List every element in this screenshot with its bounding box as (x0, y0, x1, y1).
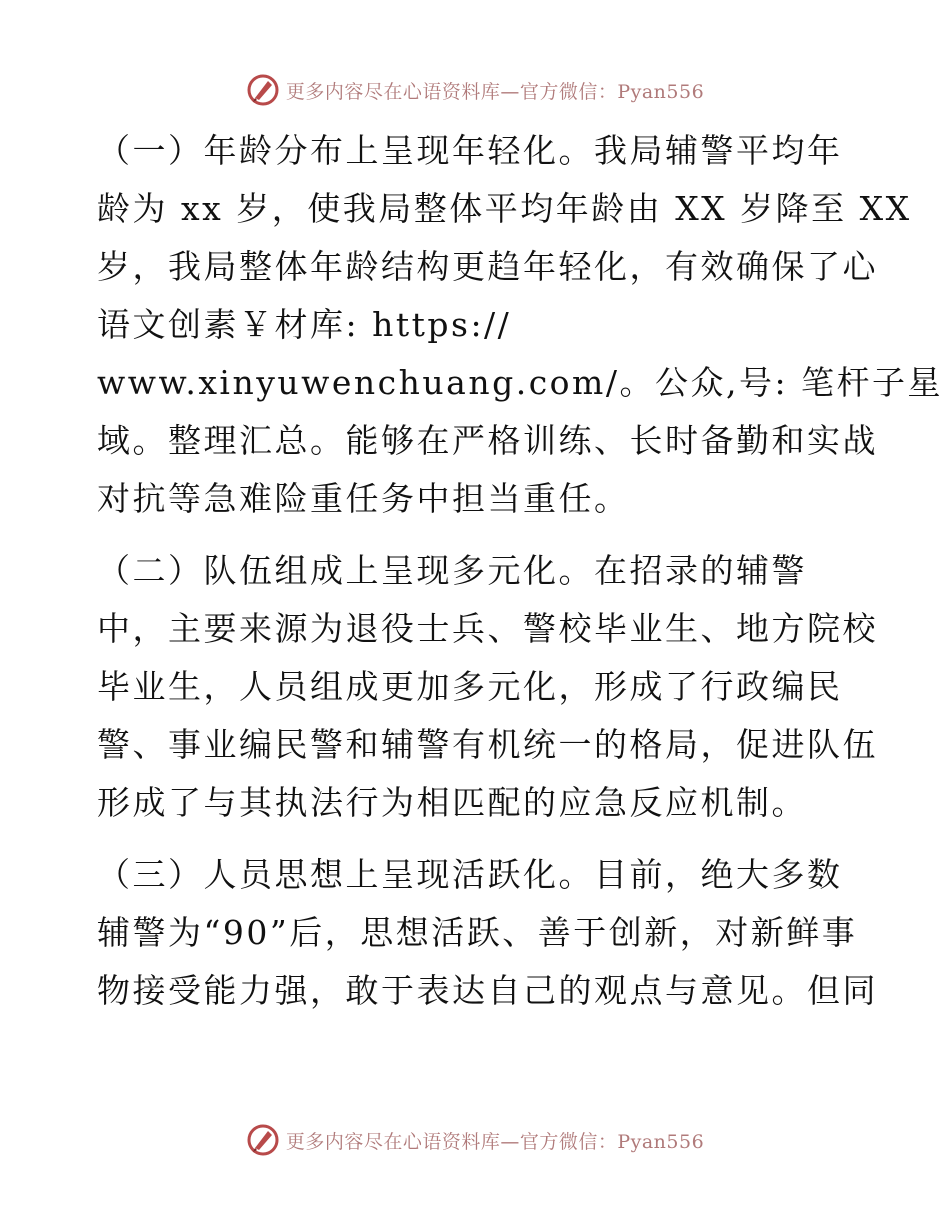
banner-title: 更多内容尽在心语资料库— (285, 80, 520, 103)
text-line: （三）人员思想上呈现活跃化。目前，绝大多数 (97, 855, 843, 894)
header-banner (0, 70, 950, 110)
text-line: 中，主要来源为退役士兵、警校毕业生、地方院校 (97, 609, 878, 648)
text-line: 岁，我局整体年龄结构更趋年轻化，有效确保了心 (97, 247, 878, 286)
text-line: 域。整理汇总。能够在严格训练、长时备勤和实战 (97, 421, 878, 460)
paragraph-1 (97, 122, 944, 528)
pen-nib-logo-icon (246, 73, 280, 107)
text-line: 龄为 xx 岁，使我局整体平均年龄由 XX 岁降至 XX (97, 189, 912, 228)
footer-banner (0, 1120, 950, 1160)
text-line: （二）队伍组成上呈现多元化。在招录的辅警 (97, 551, 807, 590)
text-line: 毕业生，人员组成更加多元化，形成了行政编民 (97, 667, 843, 706)
banner-wechat: 官方微信：Pyan556 (519, 80, 705, 103)
text-line: 形成了与其执法行为相匹配的应急反应机制。 (97, 783, 807, 822)
banner-title: 更多内容尽在心语资料库— (285, 1130, 520, 1153)
banner-wechat: 官方微信：Pyan556 (519, 1130, 705, 1153)
text-line: 语文创素￥材库: https:// (97, 305, 512, 344)
text-line: 辅警为“90”后，思想活跃、善于创新，对新鲜事 (97, 913, 858, 952)
text-line: （一）年龄分布上呈现年轻化。我局辅警平均年 (97, 131, 843, 170)
text-line: 对抗等急难险重任务中担当重任。 (97, 479, 630, 518)
text-line: 物接受能力强，敢于表达自己的观点与意见。但同 (97, 971, 878, 1010)
banner-text (286, 1127, 704, 1154)
text-line: 警、事业编民警和辅警有机统一的格局，促进队伍 (97, 725, 878, 764)
pen-nib-logo-icon (246, 1123, 280, 1157)
document-body (97, 122, 944, 1034)
banner-text (286, 77, 704, 104)
paragraph-2 (97, 542, 878, 832)
paragraph-3 (97, 846, 878, 1020)
text-line: www.xinyuwenchuang.com/。公众,号: 笔杆子星 (97, 363, 944, 402)
